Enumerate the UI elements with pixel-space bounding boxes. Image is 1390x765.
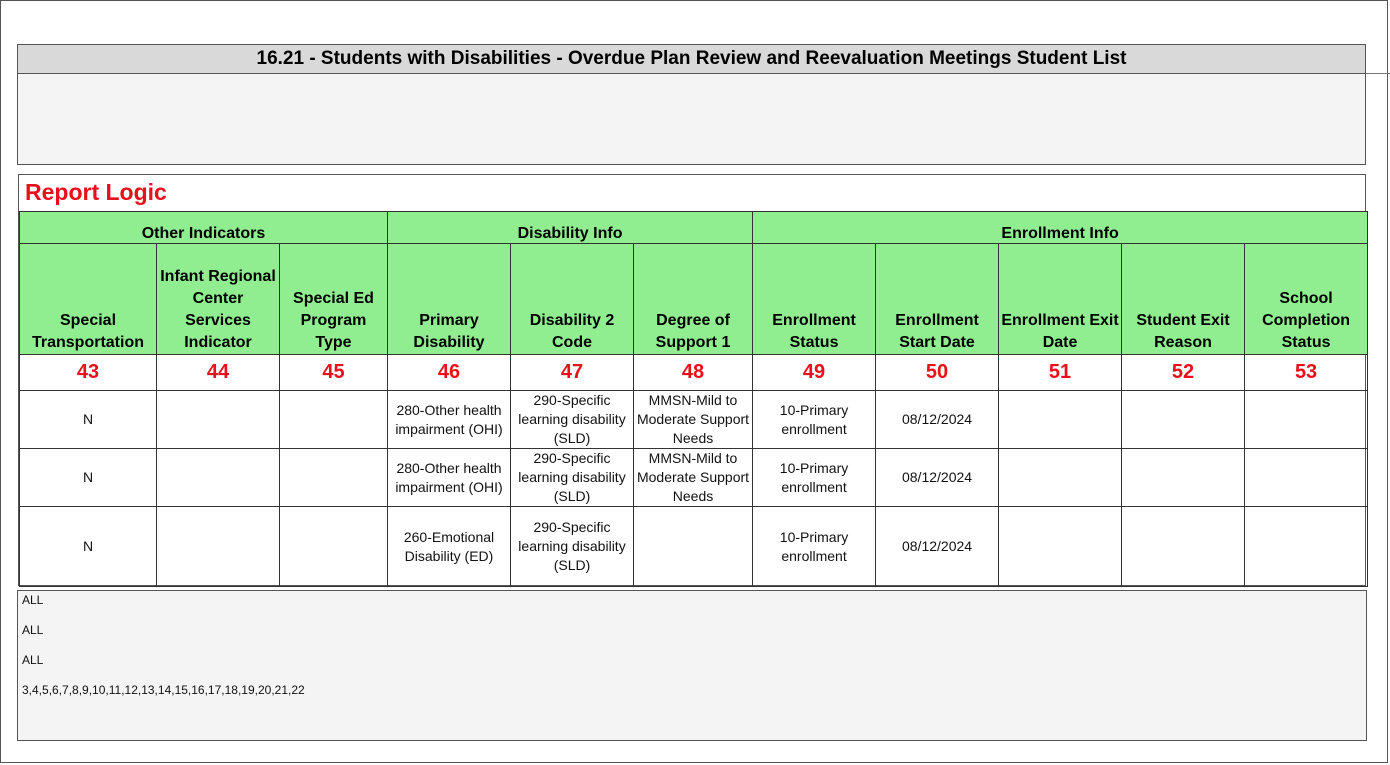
- table-cell: 280-Other health impairment (OHI): [388, 449, 511, 507]
- table-cell: [280, 507, 388, 587]
- column-header-row: [20, 244, 1368, 355]
- column-number-row: [20, 355, 1368, 391]
- column-header: Enrollment Exit Date: [999, 244, 1122, 355]
- table-cell: MMSN-Mild to Moderate Support Needs: [634, 391, 753, 449]
- table-cell: [157, 507, 280, 587]
- table-cell: 10-Primary enrollment: [753, 449, 876, 507]
- column-number: 45: [280, 355, 388, 391]
- table-cell: MMSN-Mild to Moderate Support Needs: [634, 449, 753, 507]
- column-number: 43: [20, 355, 157, 391]
- parameters-box: [17, 590, 1367, 741]
- table-cell: [157, 449, 280, 507]
- table-cell: [157, 391, 280, 449]
- column-number: 46: [388, 355, 511, 391]
- table-cell: [1122, 391, 1245, 449]
- group-header-other-indicators: Other Indicators: [20, 212, 388, 244]
- table-cell: [999, 449, 1122, 507]
- column-header: School Completion Status: [1245, 244, 1368, 355]
- table-row: [20, 449, 1368, 507]
- table-cell: [1122, 449, 1245, 507]
- report-logic-heading: Report Logic: [25, 179, 167, 205]
- parameter-value: 3,4,5,6,7,8,9,10,11,12,13,14,15,16,17,18,19,20,21,22: [22, 683, 305, 697]
- table-cell: 08/12/2024: [876, 507, 999, 587]
- table-cell: [1245, 507, 1368, 587]
- table-cell: [999, 507, 1122, 587]
- table-cell: [634, 507, 753, 587]
- column-number: 49: [753, 355, 876, 391]
- table-cell: 08/12/2024: [876, 391, 999, 449]
- report-description-box: [17, 74, 1366, 165]
- table-cell: [1245, 391, 1368, 449]
- column-number: 50: [876, 355, 999, 391]
- table-row: [20, 507, 1368, 587]
- column-header: Student Exit Reason: [1122, 244, 1245, 355]
- column-header: Degree of Support 1: [634, 244, 753, 355]
- parameter-value: ALL: [22, 653, 44, 667]
- table-cell: [1122, 507, 1245, 587]
- table-cell: N: [20, 507, 157, 587]
- table-cell: 290-Specific learning disability (SLD): [511, 507, 634, 587]
- column-number: 53: [1245, 355, 1368, 391]
- report-logic-section: [18, 174, 1366, 586]
- table-row: [20, 391, 1368, 449]
- column-header: Disability 2 Code: [511, 244, 634, 355]
- divider: [1366, 73, 1390, 74]
- table-cell: 280-Other health impairment (OHI): [388, 391, 511, 449]
- column-header: Primary Disability: [388, 244, 511, 355]
- parameter-value: ALL: [22, 593, 44, 607]
- table-cell: [280, 449, 388, 507]
- table-cell: 260-Emotional Disability (ED): [388, 507, 511, 587]
- column-header: Special Transportation: [20, 244, 157, 355]
- group-header-disability-info: Disability Info: [388, 212, 753, 244]
- table-cell: [1245, 449, 1368, 507]
- column-number: 52: [1122, 355, 1245, 391]
- column-number: 47: [511, 355, 634, 391]
- parameter-value: ALL: [22, 623, 44, 637]
- table-cell: N: [20, 391, 157, 449]
- column-header: Special Ed Program Type: [280, 244, 388, 355]
- table-cell: [999, 391, 1122, 449]
- report-logic-table: [19, 211, 1368, 587]
- column-number: 48: [634, 355, 753, 391]
- table-cell: 10-Primary enrollment: [753, 391, 876, 449]
- column-number: 51: [999, 355, 1122, 391]
- column-number: 44: [157, 355, 280, 391]
- table-cell: N: [20, 449, 157, 507]
- column-header: Infant Regional Center Services Indicator: [157, 244, 280, 355]
- table-cell: [280, 391, 388, 449]
- group-header-row: [20, 212, 1368, 244]
- column-header: Enrollment Status: [753, 244, 876, 355]
- table-cell: 08/12/2024: [876, 449, 999, 507]
- table-cell: 290-Specific learning disability (SLD): [511, 391, 634, 449]
- column-header: Enrollment Start Date: [876, 244, 999, 355]
- group-header-enrollment-info: Enrollment Info: [753, 212, 1368, 244]
- report-title: 16.21 - Students with Disabilities - Overdue Plan Review and Reevaluation Meetings Student List: [17, 44, 1366, 74]
- table-cell: 10-Primary enrollment: [753, 507, 876, 587]
- table-cell: 290-Specific learning disability (SLD): [511, 449, 634, 507]
